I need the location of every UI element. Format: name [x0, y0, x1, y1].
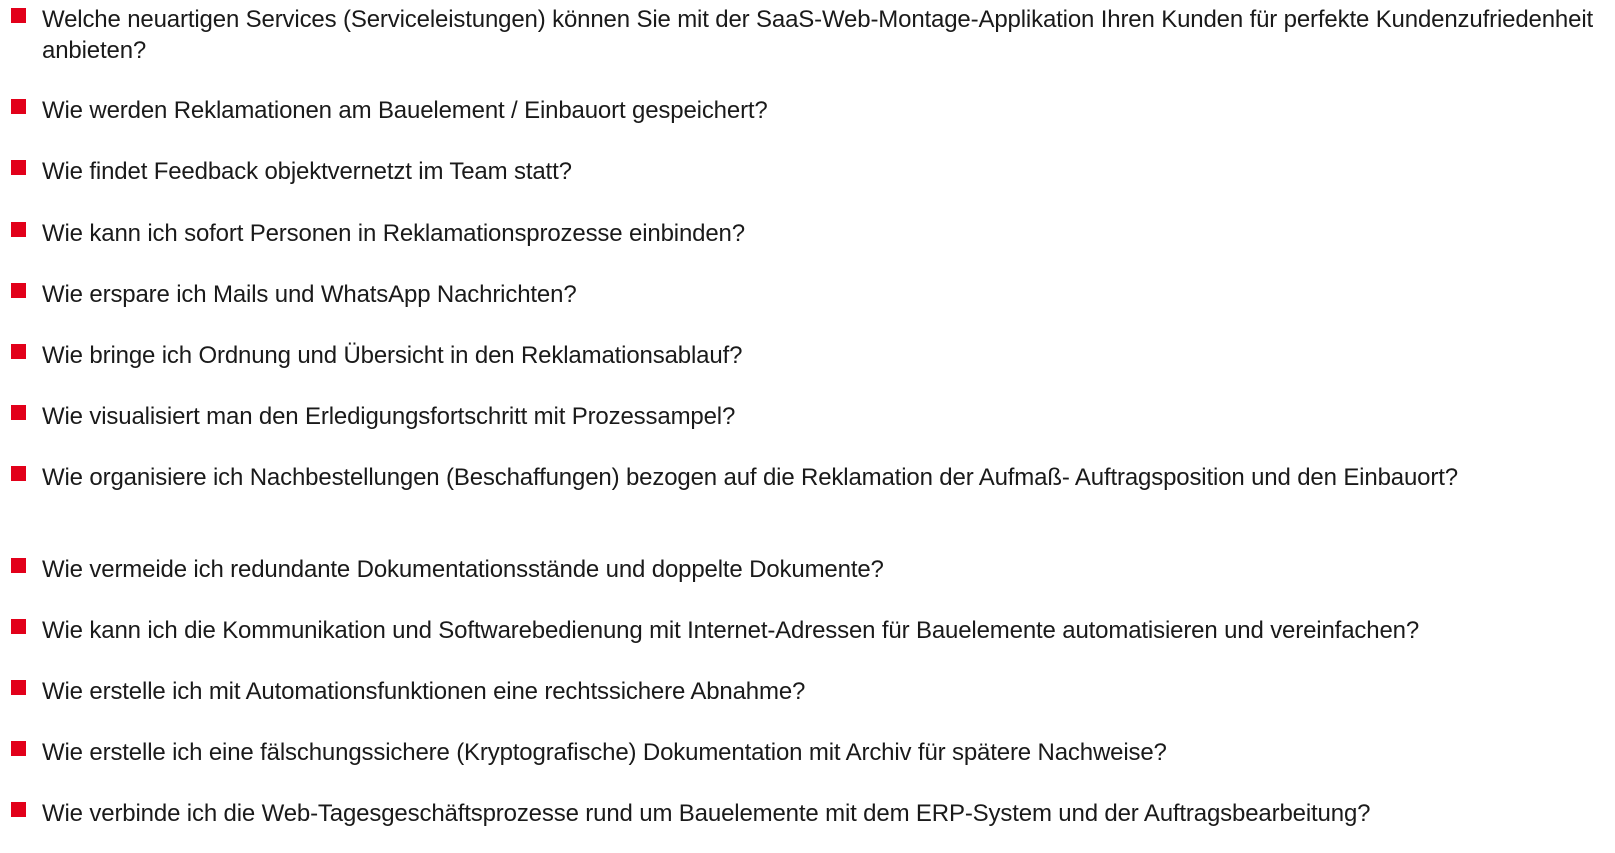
bullet-square-icon [11, 741, 26, 756]
bullet-square-icon [11, 619, 26, 634]
bullet-square-icon [11, 160, 26, 175]
bullet-square-icon [11, 466, 26, 481]
faq-question: Wie findet Feedback objektvernetzt im Team statt? [42, 158, 572, 185]
faq-question: Wie kann ich die Kommunikation und Softwarebedienung mit Internet-Adressen für Bauelemente automatisieren und vereinfachen? [42, 617, 1420, 644]
faq-question: Wie erspare ich Mails und WhatsApp Nachrichten? [42, 281, 577, 308]
bullet-square-icon [11, 99, 26, 114]
bullet-square-icon [11, 680, 26, 695]
bullet-square-icon [11, 802, 26, 817]
faq-question: Wie visualisiert man den Erledigungsfortschritt mit Prozessampel? [42, 403, 736, 430]
faq-question: Wie bringe ich Ordnung und Übersicht in den Reklamationsablauf? [42, 342, 743, 369]
faq-question: Wie kann ich sofort Personen in Reklamationsprozesse einbinden? [42, 220, 745, 247]
faq-question: Wie organisiere ich Nachbestellungen (Beschaffungen) bezogen auf die Reklamation der Aufmaß- Auftragsposition und den Einbauort? [42, 464, 1458, 491]
bullet-square-icon [11, 222, 26, 237]
bullet-square-icon [11, 8, 26, 23]
bullet-square-icon [11, 283, 26, 298]
faq-question: Wie erstelle ich mit Automationsfunktionen eine rechtssichere Abnahme? [42, 678, 806, 705]
bullet-square-icon [11, 558, 26, 573]
faq-question: Welche neuartigen Services (Serviceleistungen) können Sie mit der SaaS-Web-Montage-Applikation Ihren Kunden für perfekte Kundenzufriedenheit anbieten? [42, 6, 1594, 64]
faq-question: Wie werden Reklamationen am Bauelement / Einbauort gespeichert? [42, 97, 768, 124]
faq-question: Wie erstelle ich eine fälschungssichere (Kryptografische) Dokumentation mit Archiv für spätere Nachweise? [42, 739, 1167, 766]
bullet-square-icon [11, 405, 26, 420]
faq-question: Wie vermeide ich redundante Dokumentationsstände und doppelte Dokumente? [42, 556, 884, 583]
bullet-square-icon [11, 344, 26, 359]
faq-question: Wie verbinde ich die Web-Tagesgeschäftsprozesse rund um Bauelemente mit dem ERP-System und der Auftragsbearbeitung? [42, 800, 1371, 827]
